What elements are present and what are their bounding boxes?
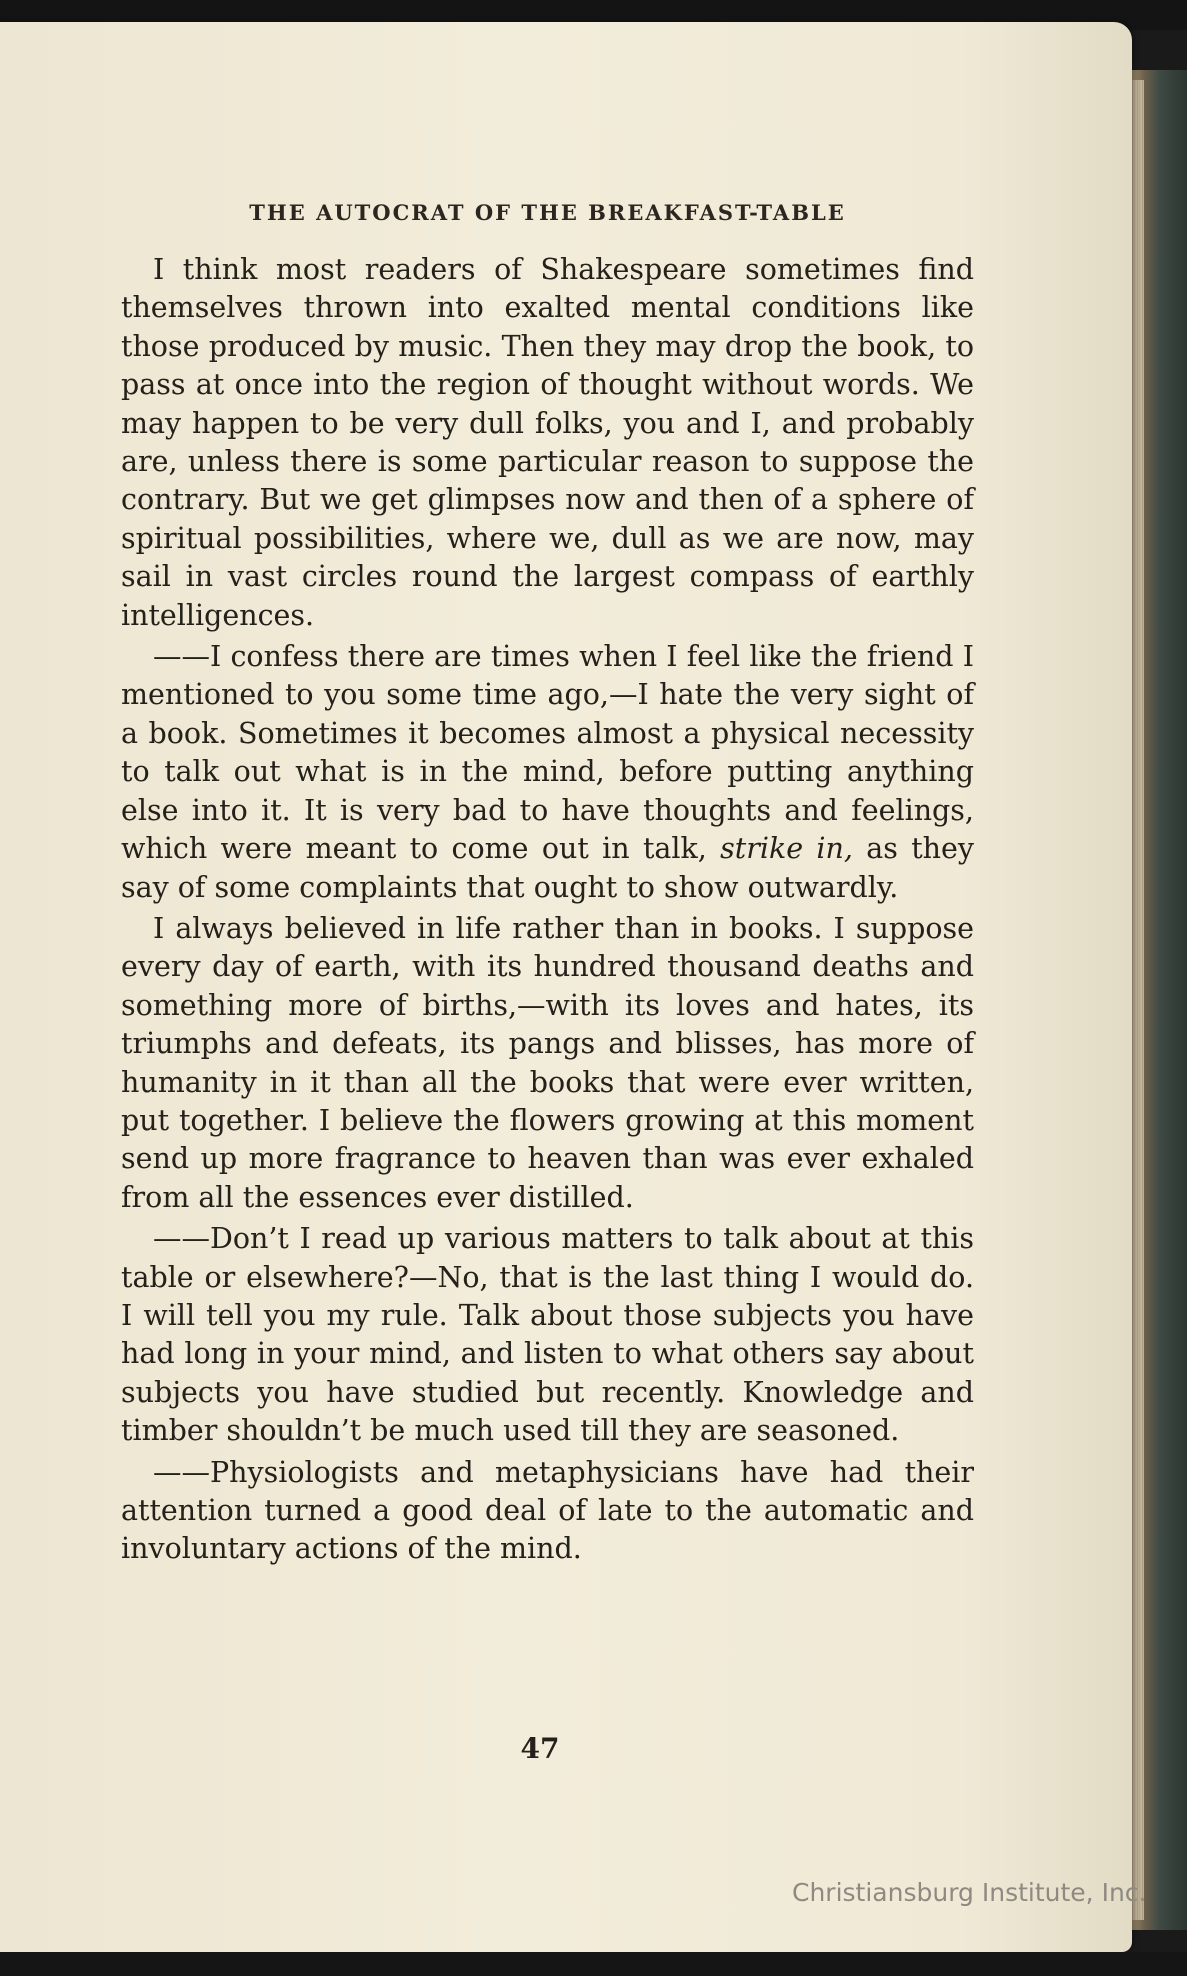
paragraph-confess-tail: as they say of some complaints that ought to show outwardly. [121,832,975,904]
paragraph-confess-text: ——I confess there are times when I feel like the friend I mentioned to you some time ago,—I hate the very sight of a book. Sometimes it becomes almost a physical necessity to talk out what is in the mind, before putting anything else into it. It is very bad to have thoughts and feelings, which were meant to come out in talk, [121,640,974,866]
running-head: THE AUTOCRAT OF THE BREAKFAST-TABLE [249,200,846,225]
body-text [121,251,974,1572]
watermark-text: Christiansburg Institute, Inc. [792,1878,1147,1907]
paragraph-confess [121,638,974,907]
paragraph-life-books: I always believed in life rather than in books. I suppose every day of earth, with its hundred thousand deaths and something more of births,—with its loves and hates, its triumphs and defeats, its pangs and blisses, has more of humanity in it than all the books that were ever written, put together. I believe the flowers growing at this moment send up more fragrance to heaven than was ever exhaled from all the essences ever distilled. [121,911,974,1214]
paragraph-shakespeare: I think most readers of Shakespeare sometimes find themselves thrown into exalted mental conditions like those produced by music. Then they may drop the book, to pass at once into the region of thought without words. We may happen to be very dull folks, you and I, and probably are, unless there is some particular reason to suppose the contrary. But we get glimpses now and then of a sphere of spiritual possibilities, where we, dull as we are now, may sail in vast circles round the largest compass of earthly intelligences. [121,253,974,632]
paragraph-physiologists: ——Physiologists and metaphysicians have had their attention turned a good deal of late to the automatic and involuntary actions of the mind. [121,1455,974,1566]
page-number: 47 [520,1732,560,1765]
paragraph-read-up: ——Don’t I read up various matters to talk about at this table or elsewhere?—No, that is the last thing I would do. I will tell you my rule. Talk about those subjects you have had long in your mind, and listen to what others say about subjects you have studied but recently. Knowledge and timber shouldn’t be much used till they are seasoned. [121,1222,974,1448]
italic-phrase: strike in, [720,832,853,866]
photo-background-bottom [0,1952,1187,1976]
book-page [0,22,1132,1952]
